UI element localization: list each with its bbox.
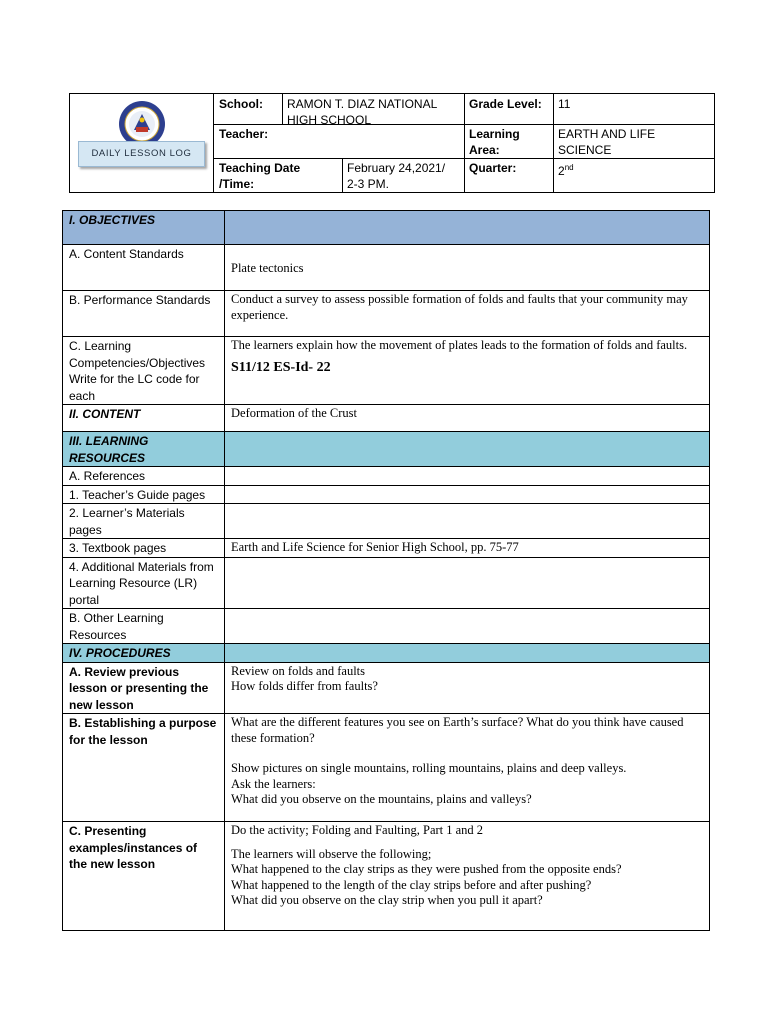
presenting-label: C. Presenting examples/instances of the new lesson <box>63 822 225 931</box>
section-procedures: IV. PROCEDURES <box>63 644 225 663</box>
additional-materials-label: 4. Additional Materials from Learning Resource (LR) portal <box>63 557 225 609</box>
purpose-label: B. Establishing a purpose for the lesson <box>63 714 225 822</box>
grade-level-value: 11 <box>558 97 571 111</box>
review-line: How folds differ from faults? <box>231 679 378 693</box>
lesson-log-table <box>62 210 710 931</box>
other-resources-value <box>225 609 710 644</box>
teaching-date-label: Teaching Date /Time: <box>219 161 301 191</box>
other-resources-label: B. Other Learning Resources <box>63 609 225 644</box>
purpose-line: Ask the learners: <box>231 776 316 791</box>
content-standards-value: Plate tectonics <box>225 245 710 291</box>
quarter-value <box>553 158 713 192</box>
review-line: Review on folds and faults <box>231 663 366 678</box>
teachers-guide-label: 1. Teacher’s Guide pages <box>63 485 225 504</box>
daily-lesson-log-label: DAILY LESSON LOG <box>78 141 205 167</box>
section-objectives: I. OBJECTIVES <box>63 211 225 245</box>
presenting-line: What did you observe on the clay strip when you pull it apart? <box>231 893 543 907</box>
table-row <box>63 337 710 405</box>
table-row <box>63 609 710 644</box>
table-row <box>63 822 710 931</box>
table-row <box>63 539 710 558</box>
table-row <box>63 432 710 467</box>
presenting-value <box>225 822 710 931</box>
teacher-label: Teacher: <box>219 127 269 141</box>
competencies-text: The learners explain how the movement of plates leads to the formation of folds and faults. <box>231 338 688 352</box>
table-row <box>63 405 710 432</box>
table-row <box>63 467 710 486</box>
purpose-line: Show pictures on single mountains, rolling mountains, plains and deep valleys. <box>231 761 627 775</box>
quarter-number: 2 <box>558 164 565 178</box>
section-learning-resources-fill <box>225 432 710 467</box>
table-row <box>63 485 710 504</box>
teacher-value <box>282 124 464 158</box>
textbook-pages-value: Earth and Life Science for Senior High School, pp. 75-77 <box>225 539 710 558</box>
references-label: A. References <box>63 467 225 486</box>
table-row <box>63 557 710 609</box>
lc-code: S11/12 ES-Id- 22 <box>231 359 331 375</box>
quarter-suffix: nd <box>564 163 574 172</box>
section-learning-resources: III. LEARNING RESOURCES <box>63 432 225 467</box>
performance-standards-value: Conduct a survey to assess possible formation of folds and faults that your community may experience. <box>225 291 710 337</box>
header-table <box>69 93 715 193</box>
purpose-line: What did you observe on the mountains, plains and valleys? <box>231 792 532 806</box>
presenting-line: Do the activity; Folding and Faulting, Part 1 and 2 <box>231 823 484 837</box>
spacer <box>231 746 703 761</box>
school-label: School: <box>219 97 263 111</box>
quarter-label: Quarter: <box>469 161 517 175</box>
content-value: Deformation of the Crust <box>225 405 710 432</box>
logo-cell <box>70 94 214 192</box>
table-row <box>63 211 710 245</box>
presenting-line: What happened to the length of the clay strips before and after pushing? <box>231 877 592 892</box>
section-objectives-fill <box>225 211 710 245</box>
section-content: II. CONTENT <box>63 405 225 432</box>
spacer <box>231 839 703 847</box>
learners-materials-value <box>225 504 710 539</box>
learning-competencies-label: C. Learning Competencies/Objectives Write for the LC code for each <box>63 337 225 405</box>
references-value <box>225 467 710 486</box>
presenting-line: What happened to the clay strips as they were pushed from the opposite ends? <box>231 862 622 876</box>
learning-area-value: EARTH AND LIFE SCIENCE <box>558 127 656 157</box>
purpose-value <box>225 714 710 822</box>
purpose-line: What are the different features you see on Earth’s surface? What do you think have caused these formation? <box>231 715 684 745</box>
section-procedures-fill <box>225 644 710 663</box>
table-row <box>63 662 710 714</box>
learners-materials-label: 2. Learner’s Materials pages <box>63 504 225 539</box>
learning-area-label: Learning Area: <box>469 127 520 157</box>
review-value <box>225 662 710 714</box>
textbook-pages-label: 3. Textbook pages <box>63 539 225 558</box>
presenting-line: The learners will observe the following; <box>231 846 432 861</box>
teachers-guide-value <box>225 485 710 504</box>
table-row <box>63 714 710 822</box>
school-value: RAMON T. DIAZ NATIONAL HIGH SCHOOL <box>287 97 437 127</box>
table-row <box>63 644 710 663</box>
teaching-date-value: February 24,2021/ 2-3 PM. <box>347 161 446 191</box>
learning-competencies-value <box>225 337 710 405</box>
table-row <box>63 245 710 291</box>
table-row <box>63 291 710 337</box>
content-standards-label: A. Content Standards <box>63 245 225 291</box>
performance-standards-label: B. Performance Standards <box>63 291 225 337</box>
additional-materials-value <box>225 557 710 609</box>
table-row <box>63 504 710 539</box>
review-label: A. Review previous lesson or presenting the new lesson <box>63 662 225 714</box>
grade-level-label: Grade Level: <box>469 97 542 111</box>
